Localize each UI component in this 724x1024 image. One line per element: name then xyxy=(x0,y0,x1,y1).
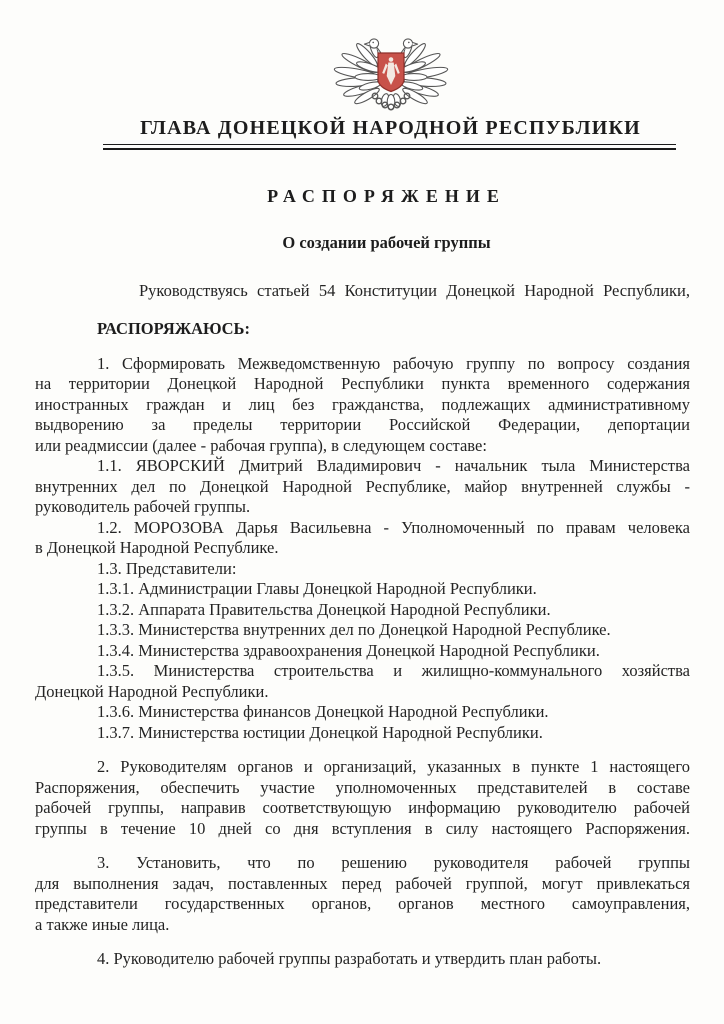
text-line: 3. Установить, что по решению руководителя рабочей группы xyxy=(97,853,690,873)
document-subject-heading: О создании рабочей группы xyxy=(282,232,491,252)
text-line: или реадмиссии (далее - рабочая группа), в следующем составе: xyxy=(35,435,487,455)
text-line: выдворению за пределы территории Российской Федерации, депортации xyxy=(35,415,690,435)
paragraph-item-1-3-4 xyxy=(35,641,690,662)
document-type-heading: РАСПОРЯЖЕНИЕ xyxy=(267,185,506,206)
paragraph-item-1-3 xyxy=(35,559,690,580)
issuing-authority-title: ГЛАВА ДОНЕЦКОЙ НАРОДНОЙ РЕСПУБЛИКИ xyxy=(140,117,641,139)
paragraph-clause-2 xyxy=(35,757,690,839)
text-line: Донецкой Народной Республики. xyxy=(35,681,269,701)
paragraph-clause-1 xyxy=(35,354,690,457)
paragraph-item-1-3-5 xyxy=(35,661,690,702)
text-line: а также иные лица. xyxy=(35,914,170,934)
text-line: 1.3.6. Министерства финансов Донецкой Народной Республики. xyxy=(97,702,549,722)
text-line: 1.3.3. Министерства внутренних дел по Донецкой Народной Республике. xyxy=(97,620,611,640)
text-line: представители государственных органов, органов местного самоуправления, xyxy=(35,894,690,914)
text-line: РАСПОРЯЖАЮСЬ: xyxy=(97,319,250,339)
paragraph-clause-4 xyxy=(35,949,690,970)
document-body xyxy=(35,281,690,970)
text-line: 1.1. ЯВОРСКИЙ Дмитрий Владимирович - начальник тыла Министерства xyxy=(97,456,690,476)
paragraph-item-1-3-3 xyxy=(35,620,690,641)
text-line: 1.3.7. Министерства юстиции Донецкой Народной Республики. xyxy=(97,722,543,742)
text-line: рабочей группы, направив соответствующую информацию руководителю рабочей xyxy=(35,798,690,818)
text-line: 1.2. МОРОЗОВА Дарья Васильевна - Уполномоченный по правам человека xyxy=(97,517,690,537)
paragraph-item-1-2 xyxy=(35,518,690,559)
paragraph-clause-3 xyxy=(35,853,690,935)
text-line: Руководствуясь статьей 54 Конституции Донецкой Народной Республики, xyxy=(139,280,690,300)
dnr-coat-of-arms-emblem xyxy=(329,33,453,115)
text-line: на территории Донецкой Народной Республики пункта временного содержания xyxy=(35,374,690,394)
text-line: группы в течение 10 дней со дня вступления в силу настоящего Распоряжения. xyxy=(35,818,690,838)
text-line: 2. Руководителям органов и организаций, указанных в пункте 1 настоящего xyxy=(97,757,690,777)
double-headed-eagle-icon xyxy=(329,33,453,115)
paragraph-item-1-3-6 xyxy=(35,702,690,723)
text-line: руководитель рабочей группы. xyxy=(35,497,251,517)
text-line: 1.3.2. Аппарата Правительства Донецкой Народной Республики. xyxy=(97,599,551,619)
paragraph-item-1-3-1 xyxy=(35,579,690,600)
paragraph-decree-word xyxy=(35,319,690,340)
text-line: для выполнения задач, поставленных перед рабочей группой, могут привлекаться xyxy=(35,873,690,893)
text-line: в Донецкой Народной Республике. xyxy=(35,538,279,558)
text-line: 1.3.1. Администрации Главы Донецкой Народной Республики. xyxy=(97,579,537,599)
text-line: 1.3. Представители: xyxy=(97,558,237,578)
paragraph-item-1-3-7 xyxy=(35,723,690,744)
text-line: 1.3.5. Министерства строительства и жилищно-коммунального хозяйства xyxy=(97,661,690,681)
paragraph-item-1-3-2 xyxy=(35,600,690,621)
text-line: Распоряжения, обеспечить участие уполномоченных представителей в составе xyxy=(35,777,690,797)
paragraph-item-1-1 xyxy=(35,456,690,518)
text-line: 1. Сформировать Межведомственную рабочую группу по вопросу создания xyxy=(97,353,690,373)
header-divider-rule xyxy=(103,144,676,150)
text-line: внутренних дел по Донецкой Народной Республике, майор внутренней службы - xyxy=(35,476,690,496)
text-line: 4. Руководителю рабочей группы разработать и утвердить план работы. xyxy=(97,949,602,969)
text-line: 1.3.4. Министерства здравоохранения Донецкой Народной Республики. xyxy=(97,640,600,660)
paragraph-preamble xyxy=(35,281,690,302)
text-line: иностранных граждан и лиц без гражданства, подлежащих административному xyxy=(35,394,690,414)
